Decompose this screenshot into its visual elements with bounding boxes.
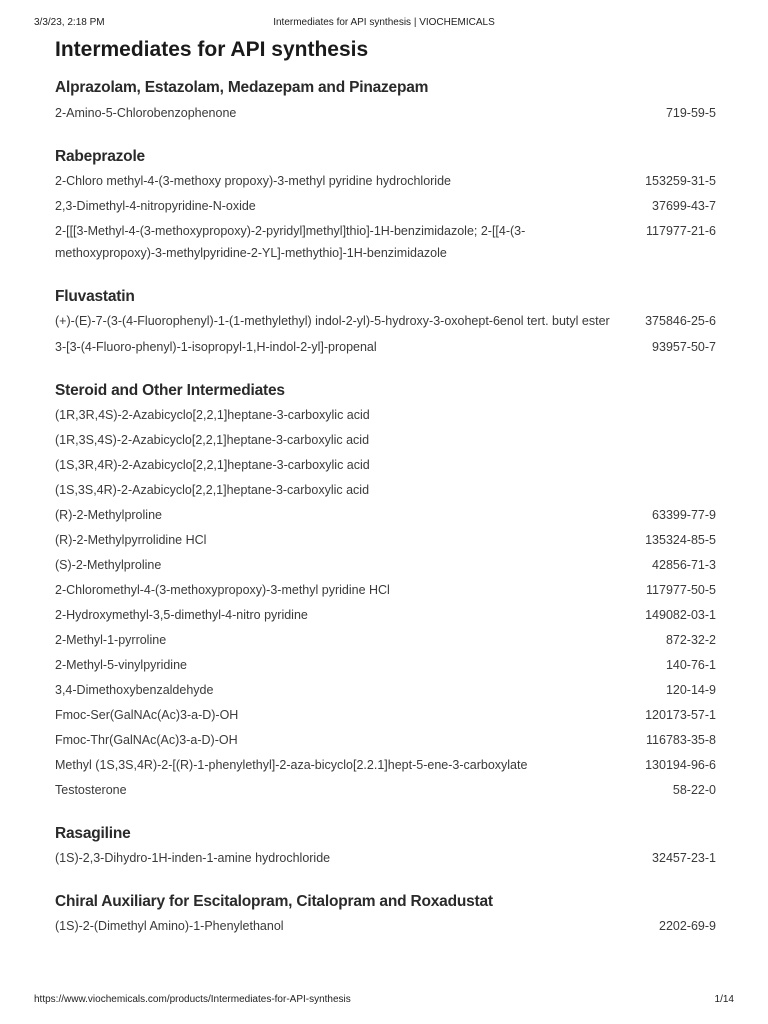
product-row (55, 780, 716, 801)
product-name: (1S,3R,4R)-2-Azabicyclo[2,2,1]heptane-3-carboxylic acid (55, 457, 370, 472)
product-row (55, 655, 716, 676)
print-header (34, 17, 734, 31)
product-name: 2-Chloromethyl-4-(3-methoxypropoxy)-3-methyl pyridine HCl (55, 582, 390, 597)
product-section (55, 286, 716, 358)
product-name: Methyl (1S,3S,4R)-2-[(R)-1-phenylethyl]-2-aza-bicyclo[2.2.1]hept-5-ene-3-carboxylate (55, 757, 528, 772)
product-name: (1R,3S,4S)-2-Azabicyclo[2,2,1]heptane-3-carboxylic acid (55, 432, 370, 447)
product-row (55, 680, 716, 701)
cas-number: 93957-50-7 (652, 339, 716, 354)
section-heading: Steroid and Other Intermediates (55, 381, 285, 399)
cas-number: 58-22-0 (672, 782, 716, 797)
product-name: (1S)-2-(Dimethyl Amino)-1-Phenylethanol (55, 918, 284, 933)
product-row (55, 916, 716, 937)
section-heading: Fluvastatin (55, 288, 135, 305)
product-row (55, 455, 716, 476)
product-name: Fmoc-Thr(GalNAc(Ac)3-a-D)-OH (55, 732, 238, 747)
cas-number: 63399-77-9 (652, 507, 716, 522)
section-heading: Chiral Auxiliary for Escitalopram, Citalopram and Roxadustat (55, 892, 493, 910)
product-section (55, 380, 716, 801)
cas-number: 872-32-2 (665, 632, 716, 647)
product-row (55, 630, 716, 651)
page-number: 1/14 (714, 994, 734, 1005)
product-row (55, 555, 716, 576)
main-content (55, 36, 716, 937)
print-page-title: Intermediates for API synthesis | VIOCHEMICALS (273, 17, 495, 28)
product-name: (+)-(E)-7-(3-(4-Fluorophenyl)-1-(1-methylethyl) indol-2-yl)-5-hydroxy-3-oxohept-6enol tert. butyl ester (55, 314, 610, 328)
cas-number: 140-76-1 (665, 657, 716, 672)
product-name: (R)-2-Methylproline (55, 507, 162, 522)
product-row (55, 580, 716, 601)
cas-number: 42856-71-3 (652, 557, 716, 572)
product-name: (S)-2-Methylproline (55, 557, 162, 572)
product-name: Fmoc-Ser(GalNAc(Ac)3-a-D)-OH (55, 707, 239, 722)
product-row (55, 221, 716, 264)
product-section (55, 891, 716, 937)
section-heading: Alprazolam, Estazolam, Medazepam and Pinazepam (55, 79, 429, 96)
cas-number: 116783-35-8 (646, 732, 716, 747)
product-name: (1R,3R,4S)-2-Azabicyclo[2,2,1]heptane-3-carboxylic acid (55, 407, 370, 422)
product-section (55, 823, 716, 869)
product-row (55, 755, 716, 776)
cas-number: 149082-03-1 (645, 607, 716, 622)
product-name: 2-[[[3-Methyl-4-(3-methoxypropoxy)-2-pyridyl]methyl]thio]-1H-benzimidazole; 2-[[4-(3-methoxypropoxy)-3-methylpyridine-2-YL]-methythio]-1H-benzimidazole (55, 224, 526, 260)
cas-number: 32457-23-1 (652, 850, 716, 865)
cas-number: 153259-31-5 (645, 174, 716, 188)
product-name: (R)-2-Methylpyrrolidine HCl (55, 532, 207, 547)
cas-number: 117977-21-6 (646, 224, 716, 238)
product-row (55, 171, 716, 192)
product-name: (1S)-2,3-Dihydro-1H-inden-1-amine hydrochloride (55, 850, 331, 865)
product-row (55, 530, 716, 551)
cas-number: 375846-25-6 (645, 314, 716, 328)
product-row (55, 103, 716, 124)
product-name: (1S,3S,4R)-2-Azabicyclo[2,2,1]heptane-3-carboxylic acid (55, 482, 370, 497)
cas-number: 117977-50-5 (646, 582, 716, 597)
product-name: 2,3-Dimethyl-4-nitropyridine-N-oxide (55, 199, 256, 213)
product-row (55, 196, 716, 217)
product-name: 2-Amino-5-Chlorobenzophenone (55, 106, 237, 120)
product-row (55, 730, 716, 751)
cas-number: 130194-96-6 (645, 757, 716, 772)
section-heading: Rabeprazole (55, 148, 145, 165)
product-name: 2-Methyl-5-vinylpyridine (55, 657, 187, 672)
product-row (55, 505, 716, 526)
product-row (55, 705, 716, 726)
product-row (55, 337, 716, 358)
cas-number: 135324-85-5 (645, 532, 716, 547)
product-name: Testosterone (55, 782, 127, 797)
product-name: 2-Chloro methyl-4-(3-methoxy propoxy)-3-methyl pyridine hydrochloride (55, 174, 451, 188)
product-row (55, 311, 716, 333)
print-datetime: 3/3/23, 2:18 PM (34, 17, 105, 28)
product-section (55, 146, 716, 264)
cas-number: 37699-43-7 (652, 199, 716, 213)
cas-number: 719-59-5 (665, 106, 716, 120)
product-section (55, 77, 716, 124)
cas-number: 120-14-9 (665, 682, 716, 697)
product-row (55, 405, 716, 426)
product-row (55, 605, 716, 626)
product-row (55, 480, 716, 501)
product-name: 3-[3-(4-Fluoro-phenyl)-1-isopropyl-1,H-indol-2-yl]-propenal (55, 339, 377, 354)
page-title: Intermediates for API synthesis (55, 38, 369, 61)
product-name: 3,4-Dimethoxybenzaldehyde (55, 682, 214, 697)
cas-number: 2202-69-9 (659, 918, 716, 933)
product-name: 2-Hydroxymethyl-3,5-dimethyl-4-nitro pyridine (55, 607, 308, 622)
page-url: https://www.viochemicals.com/products/Intermediates-for-API-synthesis (34, 994, 351, 1005)
print-footer (34, 994, 734, 1008)
cas-number: 120173-57-1 (645, 707, 716, 722)
section-heading: Rasagiline (55, 824, 131, 842)
product-name: 2-Methyl-1-pyrroline (55, 632, 167, 647)
product-row (55, 430, 716, 451)
product-row (55, 848, 716, 869)
